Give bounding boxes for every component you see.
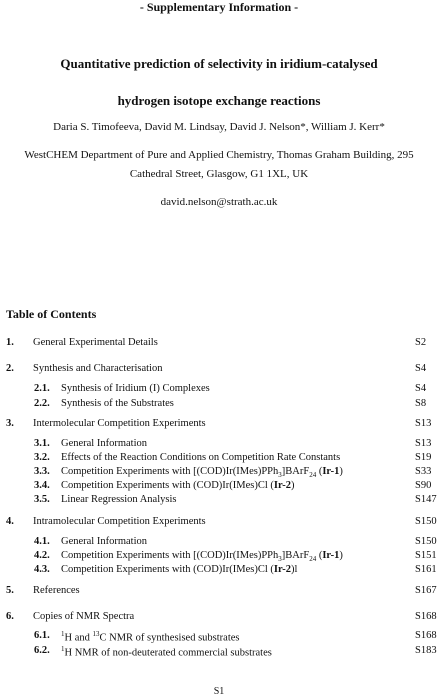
affiliation-line-1: WestCHEM Department of Pure and Applied Chemistry, Thomas Graham Building, 295 [24,149,414,161]
toc-entry: 2.2. Synthesis of the Substrates S8 [34,398,427,409]
toc-entry: 3.4. Competition Experiments with (COD)Ir(IMes)Cl (Ir-2) S90 [34,480,432,491]
toc-entry: 6.2. $^1$H NMR of non-deuterated commercial substrates S183 [34,645,437,659]
toc-entry: 4.1. General Information S150 [34,536,437,547]
toc-entry: 6. Copies of NMR Spectra S168 [6,611,437,622]
toc-entry: 3.5. Linear Regression Analysis S147 [34,494,437,505]
email: david.nelson@strath.ac.uk [160,196,278,208]
authors: Daria S. Timofeeva, David M. Lindsay, David J. Nelson*, William J. Kerr* [53,121,385,133]
toc-entry: 4.2. Competition Experiments with [(COD)Ir(IMes)PPh$_3$]BArF$_{24}$ (Ir-1) S151 [34,550,437,564]
toc-entry: 4.3. Competition Experiments with (COD)Ir(IMes)Cl (Ir-2)l S161 [34,564,437,575]
supplementary-heading: - Supplementary Information - [139,0,299,14]
toc-entry: 5. References S167 [6,585,437,596]
toc-entry: 2. Synthesis and Characterisation S4 [6,363,427,374]
toc-entry: 4. Intramolecular Competition Experiments S150 [6,516,437,527]
toc-entry: 2.1. Synthesis of Iridium (I) Complexes S4 [34,383,427,394]
title-line-2: hydrogen isotope exchange reactions [117,93,321,108]
title-line-1: Quantitative prediction of selectivity in iridium-catalysed [60,56,378,71]
toc-entry: 3.1. General Information S13 [34,438,432,449]
toc-entry: 6.1. $^1$H and $^{13}$C NMR of synthesised substrates S168 [34,630,437,644]
page-number: S1 [213,686,225,697]
toc-entry: 3. Intermolecular Competition Experiments S13 [6,418,432,429]
toc-entry: 3.2. Effects of the Reaction Conditions on Competition Rate Constants S19 [34,452,432,463]
toc-title: Table of Contents [6,307,97,321]
toc-entry: 3.3. Competition Experiments with [(COD)Ir(IMes)PPh$_3$]BArF$_{24}$ (Ir-1) S33 [34,466,432,480]
affiliation-line-2: Cathedral Street, Glasgow, G1 1XL, UK [129,168,309,180]
toc-entry: 1. General Experimental Details S2 [6,337,427,348]
